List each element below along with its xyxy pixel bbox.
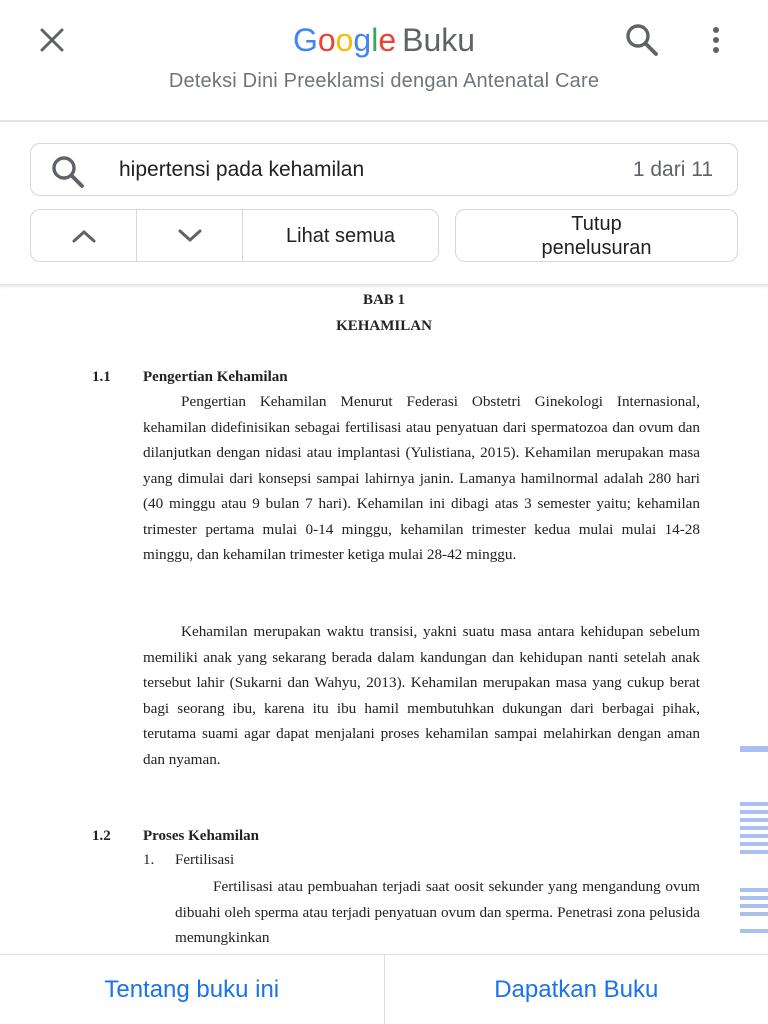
search-hit-marker[interactable]	[740, 896, 768, 900]
search-hit-marker[interactable]	[740, 746, 768, 752]
see-all-label: Lihat semua	[286, 224, 395, 247]
search-hit-marker[interactable]	[740, 810, 768, 814]
google-books-logo: Google Buku	[292, 22, 476, 58]
close-search-button[interactable]	[455, 209, 738, 262]
search-input[interactable]	[30, 143, 738, 196]
search-hit-marker[interactable]	[740, 904, 768, 908]
more-options-button[interactable]	[694, 18, 738, 62]
close-search-label: Tutup penelusuran	[541, 212, 652, 259]
search-hit-marker[interactable]	[740, 834, 768, 838]
chevron-down-icon	[178, 229, 202, 243]
brand-buku: Buku	[402, 22, 476, 58]
search-hit-marker[interactable]	[740, 888, 768, 892]
search-hit-marker[interactable]	[740, 929, 768, 933]
section-title: Pengertian Kehamilan	[143, 369, 288, 385]
chapter-title: KEHAMILAN	[336, 318, 432, 334]
previous-result-button[interactable]	[31, 210, 137, 261]
bottom-action-bar	[0, 954, 768, 1024]
list-item-number: 1.	[143, 852, 155, 868]
search-hit-marker[interactable]	[740, 826, 768, 830]
paragraph: Kehamilan merupakan waktu transisi, yakni suatu masa antara kehidupan sebelum memiliki anak yang sekarang berada dalam kandungan dan kehidupan nanti setelah anak tersebut lahir (Sukarni dan Wahyu, 2013). Kehamilan merupakan masa yang cukup berat bagi seorang ibu, karena itu ibu hamil membutuhkan dukungan dari berbagai pihak, terutama suami agar dapat menjalani proses kehamilan sampai melahirkan dengan aman dan nyaman.	[143, 623, 700, 768]
about-book-button[interactable]: Tentang buku ini	[104, 975, 280, 1003]
search-hit-marker[interactable]	[740, 842, 768, 846]
search-icon	[51, 155, 85, 189]
section-number: 1.2	[92, 828, 111, 844]
chevron-up-icon	[72, 229, 96, 243]
search-hit-marker[interactable]	[740, 912, 768, 916]
search-query[interactable]: hipertensi pada kehamilan	[119, 158, 365, 181]
more-vert-icon	[711, 26, 721, 54]
search-hit-marker[interactable]	[740, 818, 768, 822]
search-navigation	[30, 209, 439, 262]
section-number: 1.1	[92, 369, 111, 385]
search-button[interactable]	[618, 18, 666, 62]
paragraph: Fertilisasi atau pembuahan terjadi saat oosit sekunder yang mengandung ovum dibuahi oleh sperma atau terjadi penyatuan ovum dan sperma. Penetrasi zona pelusida memungkinkan	[175, 878, 700, 946]
list-item-title: Fertilisasi	[175, 852, 235, 868]
search-hit-marker[interactable]	[740, 802, 768, 806]
section-title: Proses Kehamilan	[143, 828, 259, 844]
get-book-button[interactable]: Dapatkan Buku	[494, 975, 659, 1003]
search-icon	[625, 23, 659, 57]
paragraph: Pengertian Kehamilan Menurut Federasi Obstetri Ginekologi Internasional, kehamilan didefinisikan sebagai fertilisasi atau penyatuan dari spermatozoa dan ovum dan dilanjutkan dengan nidasi atau implantasi (Yulistiana, 2015). Kehamilan merupakan masa yang dimulai dari konsepsi sampai lahirnya janin. Lamanya hamilnormal adalah 280 hari (40 minggu atau 9 bulan 7 hari). Kehamilan ini dibagi atas 3 semester yaitu; kehamilan trimester pertama mulai 0-14 minggu, kehamilan trimester kedua mulai mulai 14-28 minggu, dan kehamilan trimester ketiga mulai 28-42 minggu.	[143, 393, 700, 563]
chapter-number: BAB 1	[362, 292, 406, 308]
book-title: Deteksi Dini Preeklamsi dengan Antenatal Care	[168, 70, 600, 92]
header-divider	[0, 120, 768, 122]
app-header	[0, 0, 768, 120]
next-result-button[interactable]	[137, 210, 243, 261]
search-hit-marker[interactable]	[740, 850, 768, 854]
search-result-count: 1 dari 11	[632, 158, 713, 181]
see-all-button[interactable]	[243, 210, 438, 261]
book-page[interactable]	[0, 284, 768, 954]
